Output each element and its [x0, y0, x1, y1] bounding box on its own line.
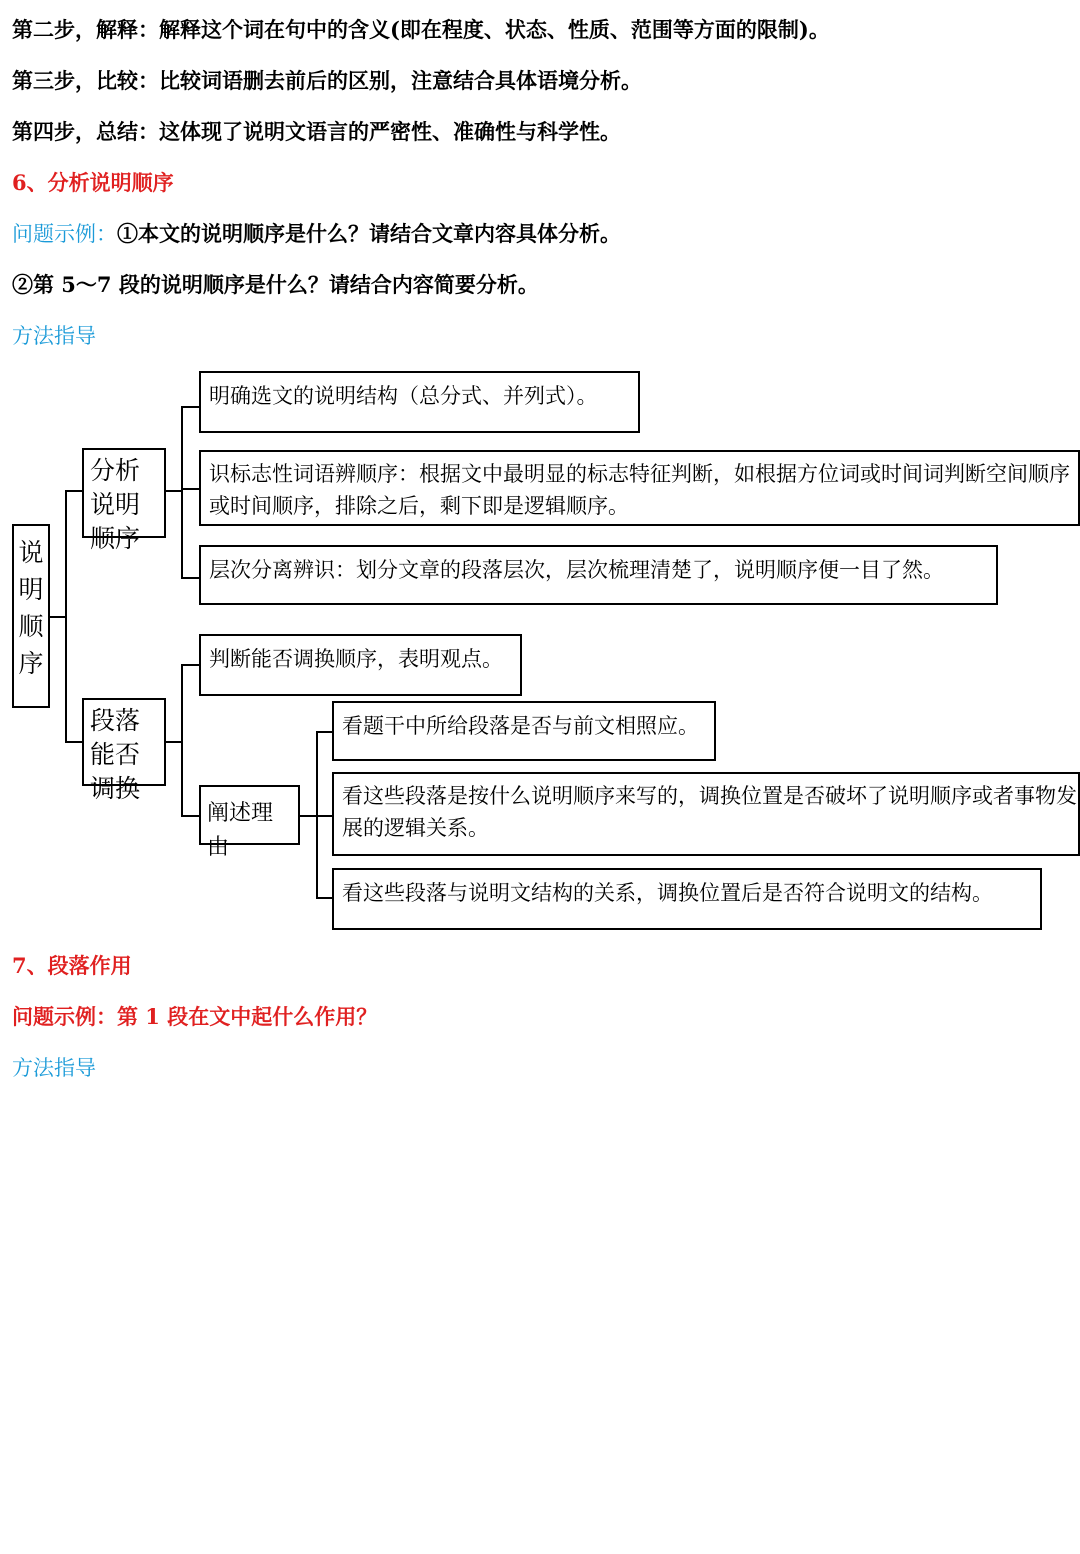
branch-paragraph-swap: 段落能否调换	[82, 698, 166, 786]
section-7-method-label: 方法指导	[12, 1056, 96, 1080]
question-1-text: ①本文的说明顺序是什么？请结合文章内容具体分析。	[117, 221, 621, 246]
section-6-heading: 6、分析说明顺序	[12, 170, 174, 195]
branch-2-connector	[65, 741, 82, 743]
reason-echo: 看题干中所给段落是否与前文相照应。	[332, 701, 716, 761]
branch-1-out-line	[166, 490, 182, 492]
leaf-marker-words: 识标志性词语辨顺序：根据文中最明显的标志特征判断，如根据方位词或时间词判断空间顺序或时间顺序，排除之后，剩下即是逻辑顺序。	[199, 450, 1080, 526]
section-6-question-2: ②第 5～7 段的说明顺序是什么？请结合内容简要分析。	[12, 272, 539, 297]
section-6-method-label: 方法指导	[12, 324, 96, 348]
branch-2-vertical-line	[181, 664, 183, 816]
leaf-structure: 明确选文的说明结构（总分式、并列式）。	[199, 371, 640, 433]
branch-1-connector	[65, 490, 82, 492]
judge-connector	[181, 664, 199, 666]
step-two-text: 第二步，解释：解释这个词在句中的含义(即在程度、状态、性质、范围等方面的限制)。	[12, 17, 830, 42]
leaf-3-connector	[181, 577, 199, 579]
question-label: 问题示例：	[12, 222, 117, 246]
branch-1-vertical-line	[181, 406, 183, 578]
section-7-heading: 7、段落作用	[12, 953, 132, 978]
reason-1-connector	[316, 731, 332, 733]
diagram-root: 说明顺序	[12, 524, 50, 708]
leaf-layer-separation: 层次分离辨识：划分文章的段落层次，层次梳理清楚了，说明顺序便一目了然。	[199, 545, 998, 605]
section-6-question-1	[12, 220, 621, 248]
leaf-1-connector	[181, 406, 199, 408]
reason-3-connector	[316, 897, 332, 899]
leaf-2-connector	[181, 488, 199, 490]
reason-structure: 看这些段落与说明文结构的关系，调换位置后是否符合说明文的结构。	[332, 868, 1042, 930]
step-three-text: 第三步，比较：比较词语删去前后的区别，注意结合具体语境分析。	[12, 68, 642, 93]
section-7-question: 问题示例：第 1 段在文中起什么作用？	[12, 1004, 378, 1029]
branch-2-out-line	[166, 741, 182, 743]
branch-analyze-order: 分析说明顺序	[82, 448, 166, 538]
root-vertical-line	[65, 490, 67, 742]
reason-order-logic: 看这些段落是按什么说明顺序来写的，调换位置是否破坏了说明顺序或者事物发展的逻辑关系。	[332, 772, 1080, 856]
step-four-text: 第四步，总结：这体现了说明文语言的严密性、准确性与科学性。	[12, 119, 621, 144]
reason-connector	[181, 815, 199, 817]
reason-2-connector	[316, 815, 332, 817]
root-connector	[50, 616, 66, 618]
leaf-judge-order: 判断能否调换顺序，表明观点。	[199, 634, 522, 696]
reason-out-line	[300, 815, 317, 817]
reason-node: 阐述理由	[199, 785, 300, 845]
